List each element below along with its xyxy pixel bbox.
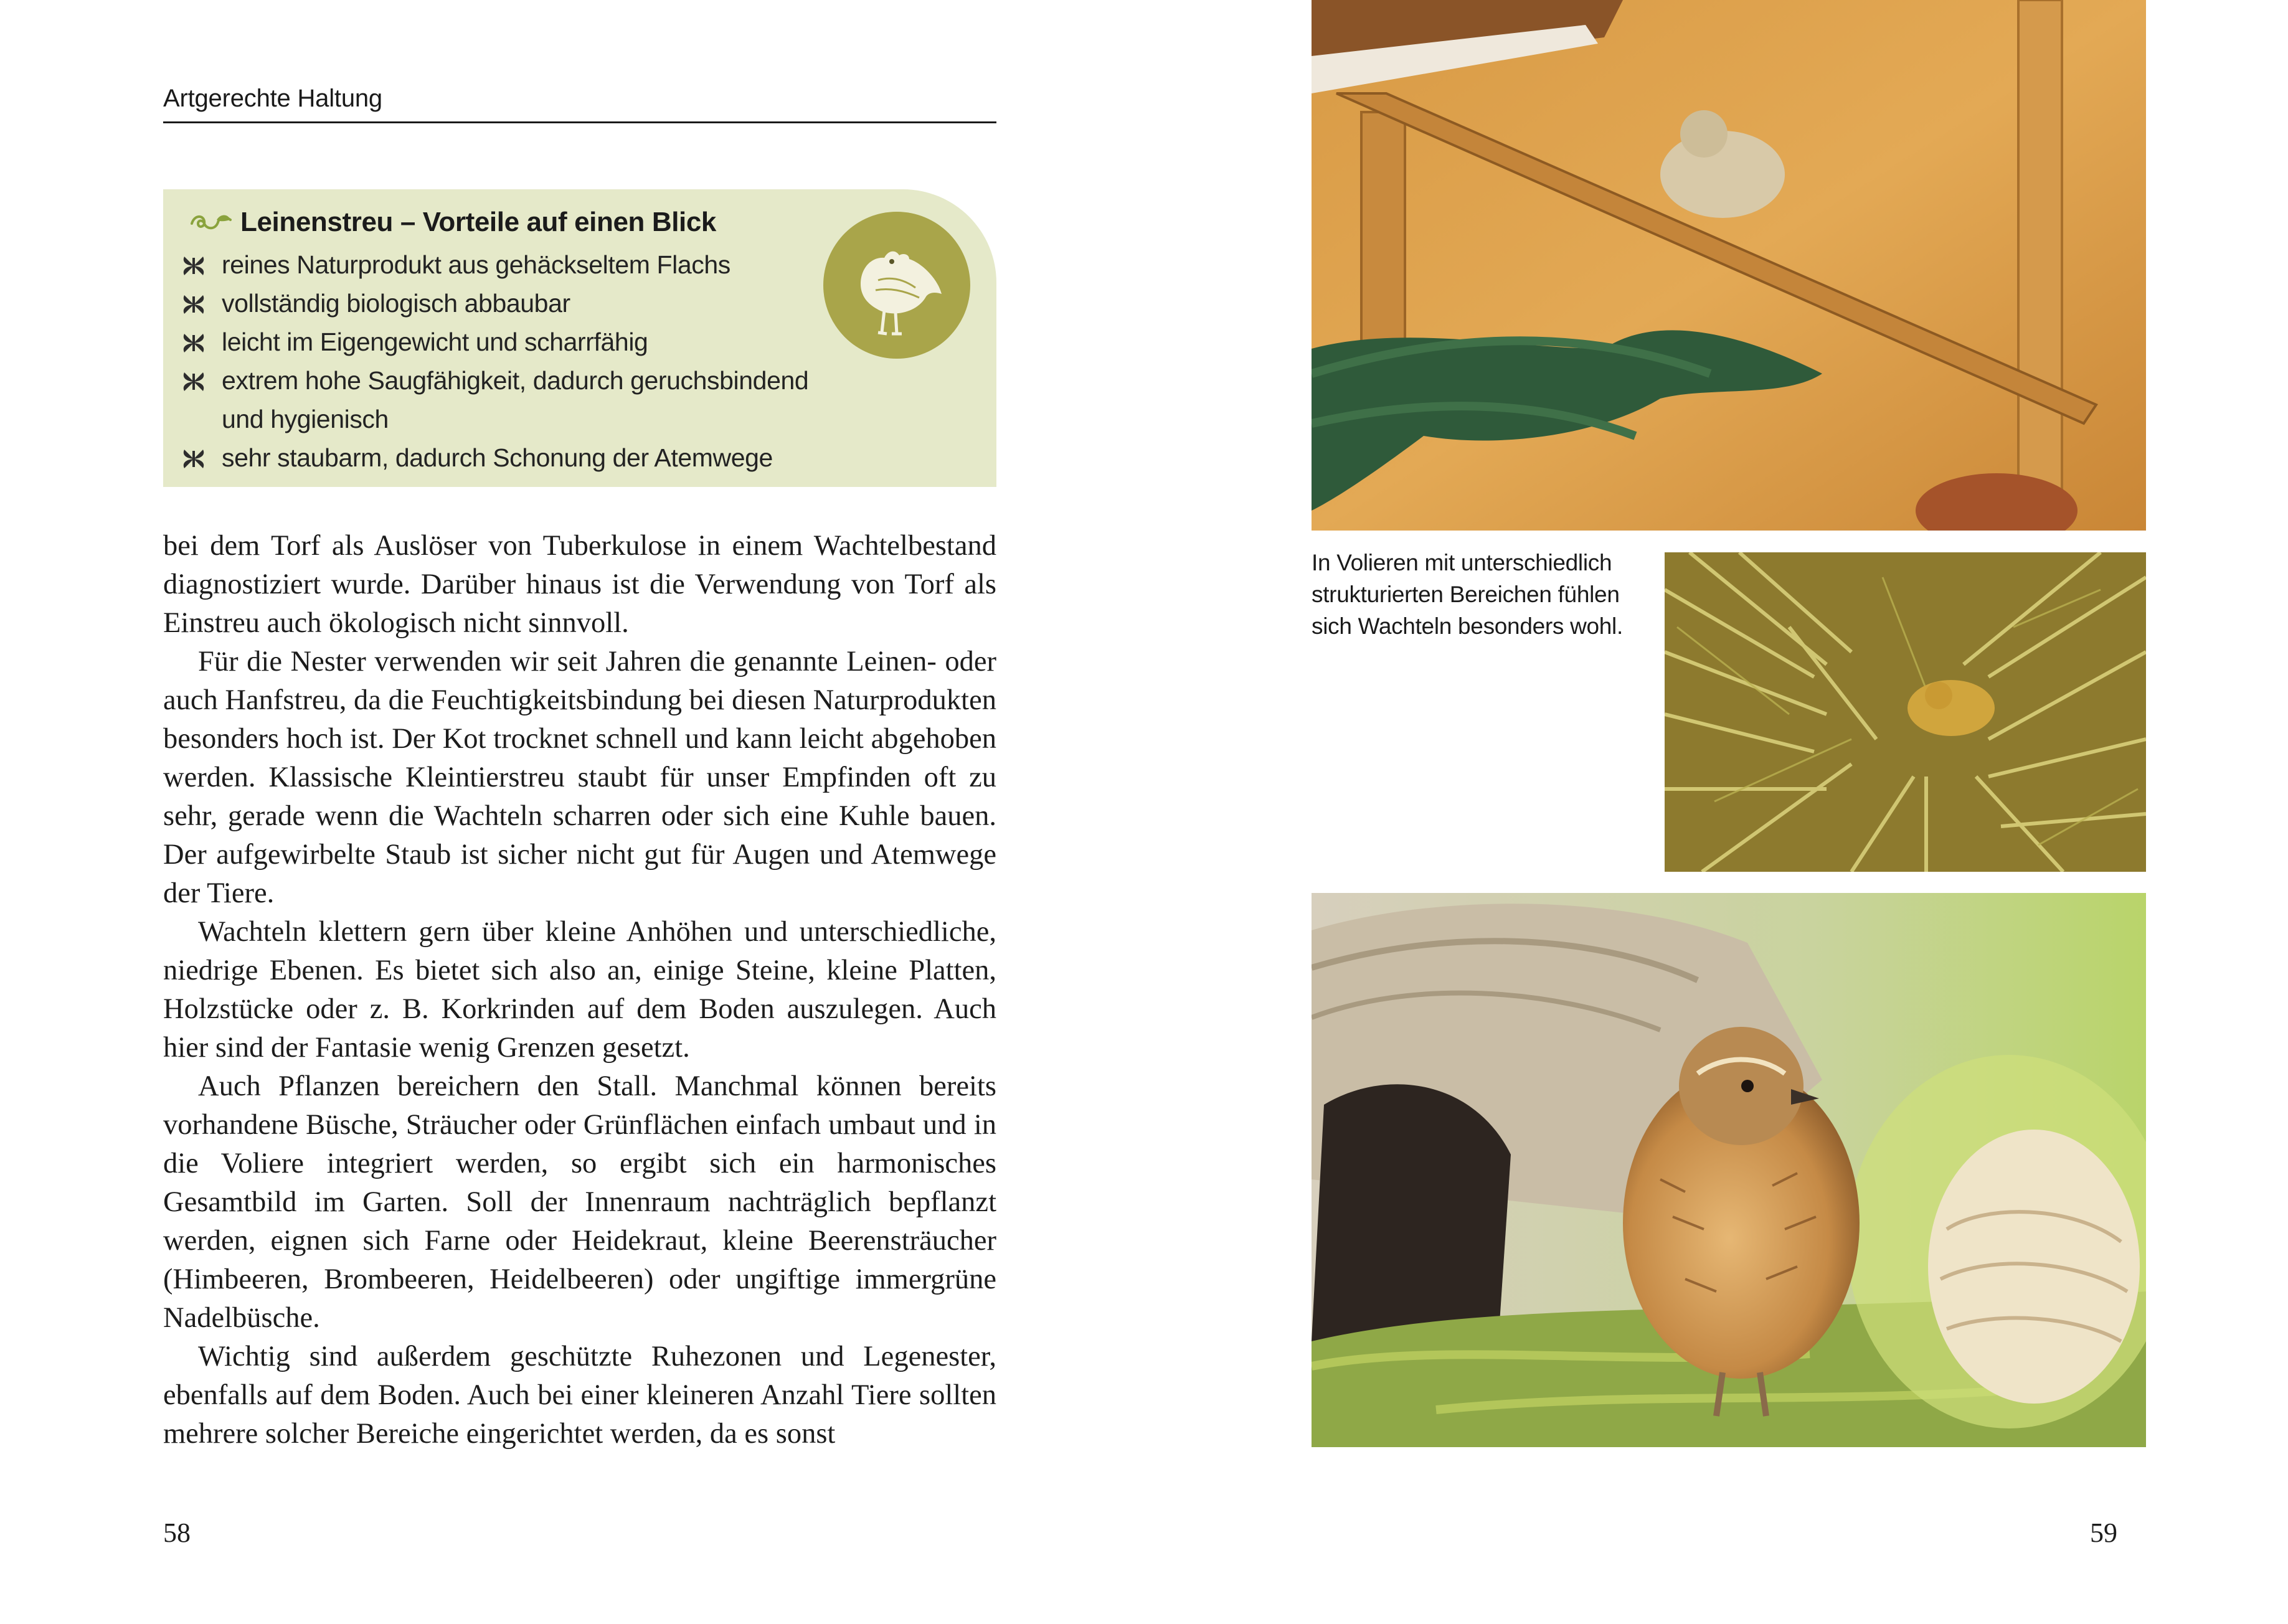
- page-number-right: 59: [2090, 1518, 2117, 1548]
- info-box-title-text: Leinenstreu – Vorteile auf einen Blick: [240, 207, 716, 237]
- list-item-text: leicht im Eigengewicht und scharrfähig: [222, 328, 648, 356]
- list-item: [181, 361, 808, 400]
- list-item: [181, 323, 808, 361]
- paragraph: Wachteln klettern gern über kleine Anhöhen und unterschiedliche, niedrige Ebenen. Es bietet sich also an, einige Steine, kleine Platten, Holzstücke oder z. B. Korkrinden auf dem Boden auszulegen. Auch hier sind der Fantasie wenig Grenzen gesetzt.: [163, 916, 996, 1064]
- list-item-text: reines Naturprodukt aus gehäckseltem Flachs: [222, 250, 730, 279]
- info-box: [163, 189, 996, 487]
- butterfly-bullet-icon: [181, 253, 207, 279]
- quail-badge-icon: [822, 210, 971, 360]
- header-rule: [163, 121, 996, 123]
- photo-quail-in-fir-branches-image: [1665, 552, 2146, 872]
- list-item-text: extrem hohe Saugfähigkeit, dadurch geruchsbindend: [222, 366, 809, 395]
- butterfly-bullet-icon: [181, 291, 207, 318]
- page-number-left: 58: [163, 1518, 191, 1548]
- butterfly-bullet-icon: [181, 369, 207, 395]
- list-item-text: sehr staubarm, dadurch Schonung der Atemwege: [222, 443, 773, 472]
- paragraph: Für die Nester verwenden wir seit Jahren die genannte Leinen- oder auch Hanfstreu, da die Feuchtigkeitsbindung bei diesen Naturprodukten besonders hoch ist. Der Kot trocknet schnell und kann leicht abgehoben werden. Klassische Kleintierstreu staubt für unser Empfinden oft zu sehr, gerade wenn die Wachteln scharren oder sich eine Kuhle bauen. Der aufgewirbelte Staub ist sicher nicht gut für Augen und Atemwege der Tiere.: [163, 646, 996, 909]
- butterfly-bullet-icon: [181, 446, 207, 472]
- body-text: [163, 527, 996, 1453]
- butterfly-bullet-icon: [181, 330, 207, 356]
- info-box-title: [189, 207, 716, 238]
- photo-quails-by-log: [1312, 893, 2146, 1447]
- right-page: [1144, 0, 2288, 1624]
- photo-quail-on-beam: [1312, 0, 2146, 531]
- paragraph: bei dem Torf als Auslöser von Tuberkulose in einem Wachtelbestand diagnostiziert wurde. Darüber hinaus ist die Verwendung von Torf als Einstreu auch ökologisch nicht sinnvoll.: [163, 530, 996, 639]
- photo-quail-in-fir-branches: [1665, 552, 2146, 872]
- list-item-text: und hygienisch: [222, 405, 389, 433]
- photo-quail-on-beam-image: [1312, 0, 2146, 531]
- list-item-text: vollständig biologisch abbaubar: [222, 289, 570, 318]
- list-item: [181, 438, 808, 477]
- paragraph: Wichtig sind außerdem geschützte Ruhezonen und Legenester, ebenfalls auf dem Boden. Auch bei einer kleineren Anzahl Tiere sollten mehrere solcher Bereiche eingerichtet werden, da es sonst: [163, 1341, 996, 1450]
- running-head: Artgerechte Haltung: [163, 85, 382, 112]
- swirl-icon: [189, 211, 233, 234]
- list-item-continuation: [181, 400, 808, 438]
- photo-quails-by-log-image: [1312, 893, 2146, 1447]
- photo-caption: In Volieren mit unterschiedlich strukturierten Bereichen fühlen sich Wachteln besonders wohl.: [1312, 550, 1623, 639]
- list-item: [181, 284, 808, 323]
- info-list: [181, 245, 808, 477]
- paragraph: Auch Pflanzen bereichern den Stall. Manchmal können bereits vorhandene Büsche, Sträucher oder Grünflächen einfach umbaut und in die Voliere integriert werden, so ergibt sich ein harmonisches Gesamtbild im Garten. Soll der Innenraum nachträglich bepflanzt werden, eignen sich Farne oder Heidekraut, kleine Beerensträucher (Himbeeren, Brombeeren, Heidelbeeren) oder ungiftige immergrüne Nadelbüsche.: [163, 1070, 996, 1334]
- list-item: [181, 245, 808, 284]
